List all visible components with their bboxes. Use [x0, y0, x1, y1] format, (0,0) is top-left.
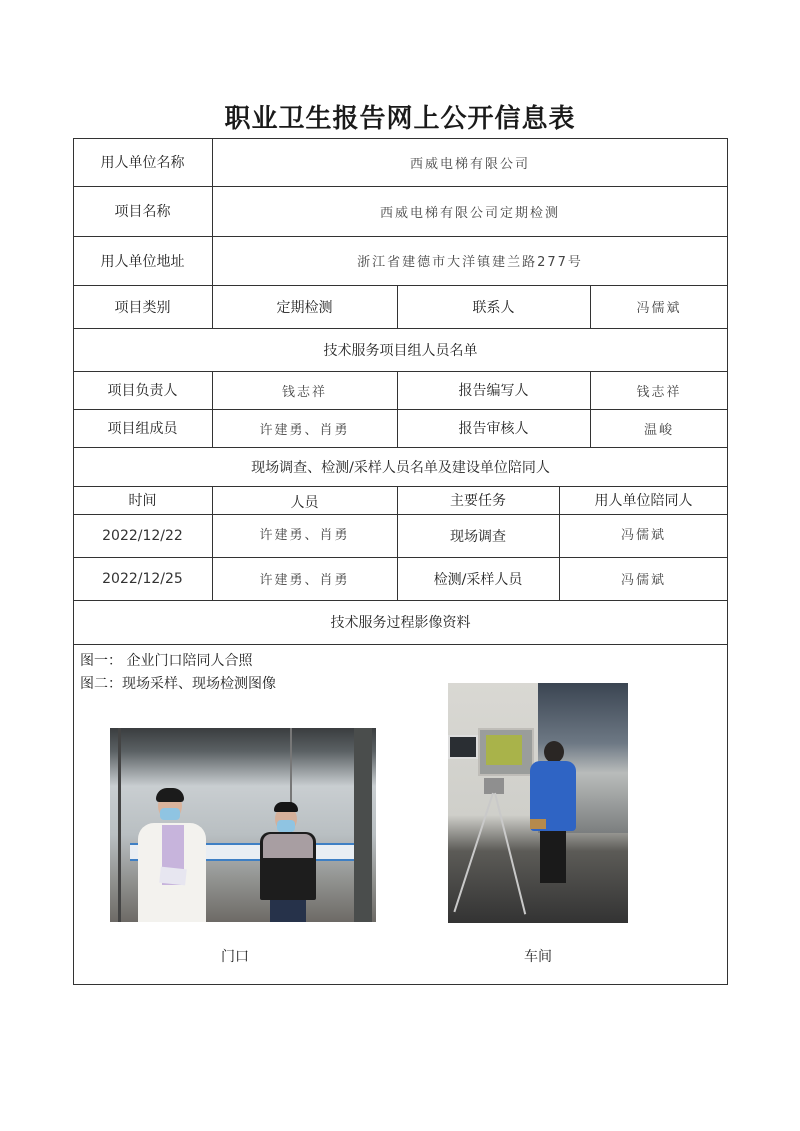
tripod-leg [453, 793, 494, 913]
table-row-2-escort: 冯儒斌 [620, 573, 666, 588]
row-divider [73, 644, 728, 645]
field-section-title: 现场调查、检测/采样人员名单及建设单位陪同人 [251, 459, 550, 476]
reviewer-label: 报告审核人 [458, 421, 529, 437]
address-label: 用人单位地址 [100, 253, 185, 270]
writer-label: 报告编写人 [458, 383, 529, 399]
reviewer-value: 温峻 [643, 422, 674, 438]
address-value: 浙江省建德市大洋镇建兰路277号 [357, 255, 583, 270]
door-frame [118, 728, 121, 922]
column-header-time: 时间 [128, 493, 157, 509]
column-header-staff: 人员 [290, 495, 319, 511]
leader-value: 钱志祥 [281, 384, 327, 400]
person-hair [274, 802, 298, 812]
leader-label: 项目负责人 [107, 383, 178, 399]
contact-value: 冯儒斌 [636, 301, 682, 316]
worker-head [544, 741, 564, 763]
team-section-title: 技术服务项目组人员名单 [323, 342, 478, 359]
figure-note-1: 图一： 企业门口陪同人合照 [80, 653, 253, 669]
employer-name-value: 西威电梯有限公司 [409, 156, 530, 172]
category-value: 定期检测 [276, 299, 333, 316]
column-header-task: 主要任务 [450, 493, 506, 509]
table-row-2-staff: 许建勇、肖勇 [259, 573, 350, 588]
paper-document [159, 867, 187, 886]
table-row-1-escort: 冯儒斌 [620, 528, 666, 543]
category-label: 项目类别 [114, 299, 171, 316]
members-label: 项目组成员 [107, 421, 178, 437]
tripod-equipment [484, 778, 504, 794]
table-row-2-task: 检测/采样人员 [433, 571, 523, 588]
tripod-leg [494, 793, 526, 915]
members-value: 许建勇、肖勇 [259, 422, 350, 438]
handheld-instrument [530, 819, 546, 829]
writer-value: 钱志祥 [636, 384, 682, 400]
entrance-photo [110, 728, 376, 922]
employer-name-label: 用人单位名称 [100, 155, 185, 171]
monitor [448, 735, 478, 759]
jacket-grey-panel [263, 834, 313, 858]
workshop-photo [448, 683, 628, 923]
yellow-glass [486, 735, 522, 765]
face-mask [277, 820, 295, 832]
workshop-photo-caption: 车间 [524, 949, 552, 965]
page-title: 职业卫生报告网上公开信息表 [224, 104, 576, 134]
entrance-photo-caption: 门口 [221, 949, 249, 965]
project-name-value: 西威电梯有限公司定期检测 [379, 205, 560, 221]
person-hair [156, 788, 184, 802]
worker-pants [540, 831, 566, 883]
table-row-2-date: 2022/12/25 [102, 570, 183, 587]
door-frame [354, 728, 372, 922]
figure-note-2: 图二：现场采样、现场检测图像 [80, 676, 276, 692]
column-header-escort: 用人单位陪同人 [594, 493, 693, 509]
face-mask [160, 808, 180, 820]
table-row-1-task: 现场调查 [450, 528, 506, 545]
project-name-label: 项目名称 [114, 204, 171, 220]
jeans [270, 900, 306, 922]
media-section-title: 技术服务过程影像资料 [330, 615, 471, 631]
table-row-1-date: 2022/12/22 [102, 527, 183, 544]
table-row-1-staff: 许建勇、肖勇 [259, 528, 350, 543]
contact-label: 联系人 [472, 299, 515, 316]
